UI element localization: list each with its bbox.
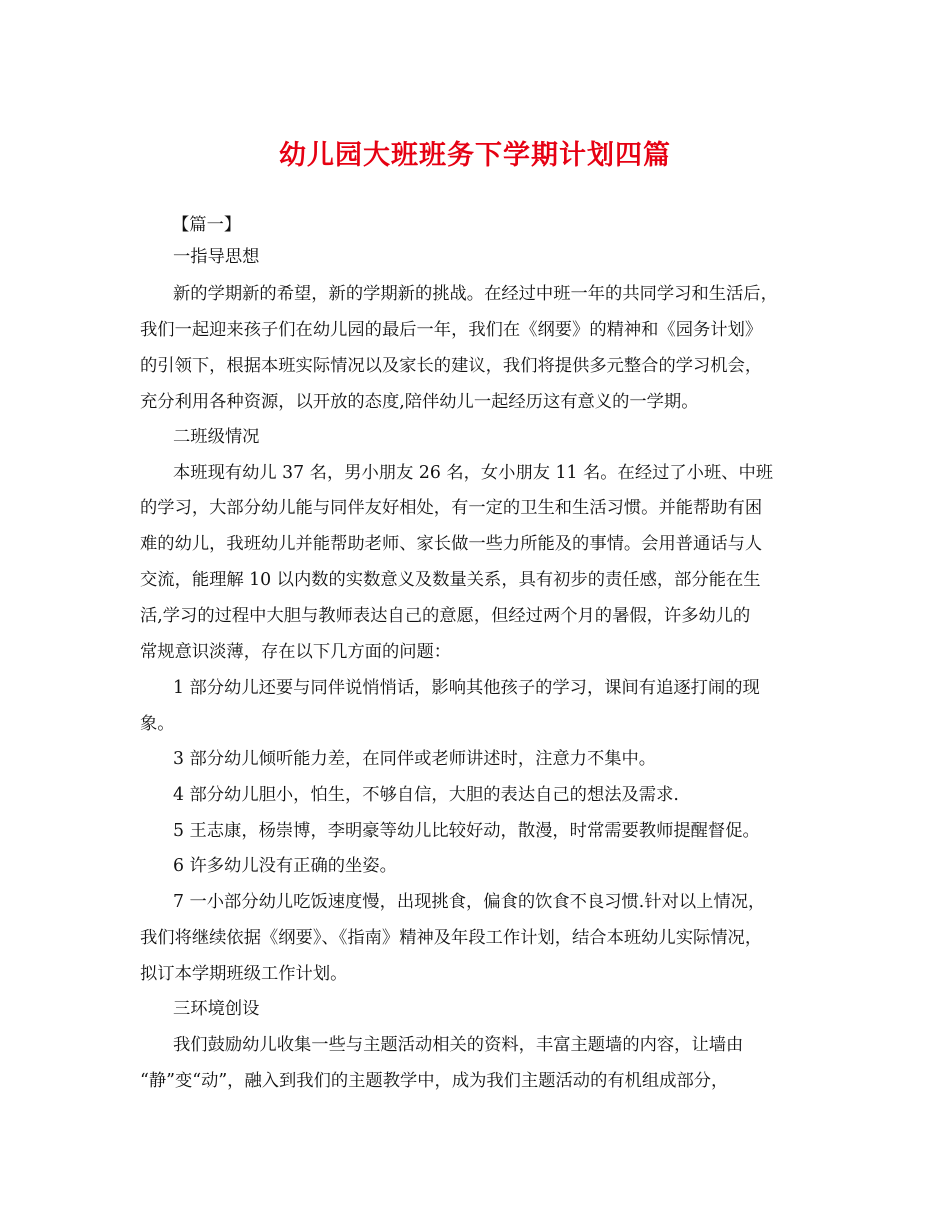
heading-environment-setup: 三环境创设	[173, 999, 260, 1019]
heading-class-situation: 二班级情况	[173, 427, 260, 447]
list-item-continuation: 象。	[140, 714, 175, 734]
paragraph-line: 新的学期新的希望，新的学期新的挑战。在经过中班一年的共同学习和生活后，	[173, 284, 778, 304]
paragraph-line: 我们一起迎来孩子们在幼儿园的最后一年，我们在《纲要》的精神和《园务计划》	[140, 320, 763, 340]
paragraph-line: 充分利用各种资源，以开放的态度,陪伴幼儿一起经历这有意义的一学期。	[140, 392, 699, 412]
list-item: 6 许多幼儿没有正确的坐姿。	[173, 856, 397, 876]
paragraph-line: 我们鼓励幼儿收集一些与主题活动相关的资料，丰富主题墙的内容，让墙由	[173, 1035, 744, 1055]
paragraph-line: “静”变“动”，融入到我们的主题教学中，成为我们主题活动的有机组成部分，	[140, 1071, 729, 1091]
paragraph-line: 我们将继续依据《纲要》、《指南》精神及年段工作计划，结合本班幼儿实际情况，	[140, 928, 763, 948]
paragraph-line: 常规意识淡薄，存在以下几方面的问题：	[140, 642, 452, 662]
paragraph-line: 活,学习的过程中大胆与教师表达自己的意愿，但经过两个月的暑假，许多幼儿的	[140, 606, 751, 626]
list-item: 3 部分幼儿倾听能力差，在同伴或老师讲述时，注意力不集中。	[173, 749, 657, 769]
paragraph-line: 难的幼儿，我班幼儿并能帮助老师、家长做一些力所能及的事情。会用普通话与人	[140, 534, 763, 554]
section-heading-part-one: 【篇一】	[172, 215, 242, 235]
paragraph-line: 拟订本学期班级工作计划。	[140, 964, 348, 984]
list-item: 7 一小部分幼儿吃饭速度慢，出现挑食，偏食的饮食不良习惯.针对以上情况，	[173, 892, 766, 912]
heading-guiding-ideology: 一指导思想	[173, 247, 260, 267]
paragraph-line: 本班现有幼儿 37 名，男小朋友 26 名，女小朋友 11 名。在经过了小班、中班	[173, 463, 774, 483]
paragraph-line: 的学习，大部分幼儿能与同伴友好相处，有一定的卫生和生活习惯。并能帮助有困	[140, 498, 763, 518]
paragraph-line: 的引领下，根据本班实际情况以及家长的建议，我们将提供多元整合的学习机会，	[140, 356, 763, 376]
paragraph-line: 交流，能理解 10 以内数的实数意义及数量关系，具有初步的责任感，部分能在生	[140, 570, 761, 590]
list-item: 4 部分幼儿胆小，怕生，不够自信，大胆的表达自己的想法及需求.	[173, 785, 679, 805]
list-item: 5 王志康，杨崇博，李明豪等幼儿比较好动，散漫，时常需要教师提醒督促。	[173, 821, 760, 841]
list-item: 1 部分幼儿还要与同伴说悄悄话，影响其他孩子的学习，课间有追逐打闹的现	[173, 678, 760, 698]
document-title: 幼儿园大班班务下学期计划四篇	[279, 140, 671, 171]
